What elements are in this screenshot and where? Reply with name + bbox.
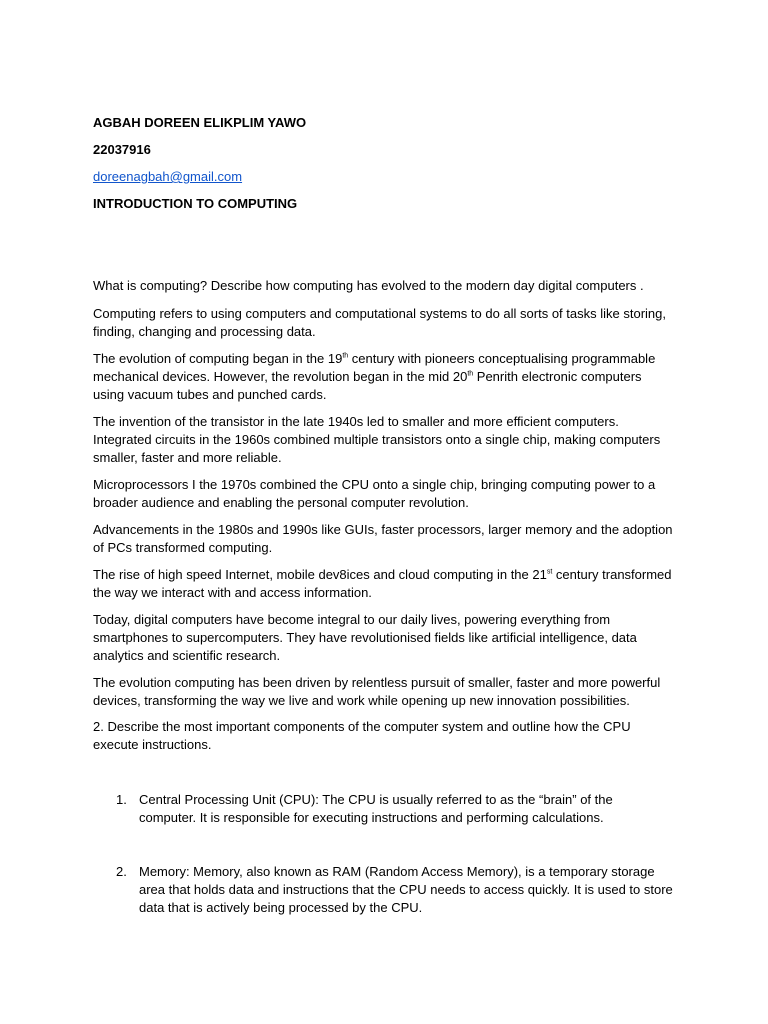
p2-superscript-1: th [342,352,349,360]
paragraph-microprocessors: Microprocessors I the 1970s combined the CPU onto a single chip, bringing computing power to a broader audience and enabling the personal computer revolution. [93,477,656,510]
p2-part-b: century with pioneers conceptualising programmable mechanical devices. However, the revolution began in the mid 20 [93,351,656,384]
paragraph-1980s: Advancements in the 1980s and 1990s like GUIs, faster processors, larger memory and the adoption of PCs transformed computing. [93,522,673,555]
paragraph-internet [93,566,673,602]
course-title: INTRODUCTION TO COMPUTING [93,196,298,211]
list-number: 1. [116,792,127,807]
email-field [93,168,673,186]
paragraph-definition: Computing refers to using computers and computational systems to do all sorts of tasks like storing, finding, changing and processing data. [93,306,666,339]
paragraph-transistor: The invention of the transistor in the late 1940s led to smaller and more efficient computers. Integrated circuits in the 1960s combined multiple transistors onto a single chip, making computers smaller, faster and more reliable. [93,414,661,465]
question-1: What is computing? Describe how computing has evolved to the modern day digital computers . [93,278,644,293]
paragraph-summary: The evolution computing has been driven by relentless pursuit of smaller, faster and more powerful devices, transforming the way we live and work while opening up new innovation possibilities. [93,675,661,708]
p6-part-b: century transformed the way we interact with and access information. [93,567,672,600]
p6-part-a: The rise of high speed Internet, mobile dev8ices and cloud computing in the 21 [93,567,547,582]
paragraph-today: Today, digital computers have become integral to our daily lives, powering everything from smartphones to supercomputers. They have revolutionised fields like artificial intelligence, data analytics and scientific research. [93,612,637,663]
p2-superscript-2: th [467,370,474,378]
paragraph-evolution [93,350,673,404]
list-number: 2. [116,864,127,879]
list-item-text: Central Processing Unit (CPU): The CPU is usually referred to as the “brain” of the computer. It is responsible for executing instructions and performing calculations. [139,792,613,825]
author-name: AGBAH DOREEN ELIKPLIM YAWO [93,115,307,130]
list-item-text: Memory: Memory, also known as RAM (Random Access Memory), is a temporary storage area that holds data and instructions that the CPU needs to access quickly. It is used to store data that is actively being processed by the CPU. [139,864,673,915]
p6-superscript: st [546,568,553,576]
student-id: 22037916 [93,142,151,157]
email-link[interactable]: doreenagbah@gmail.com [93,169,243,184]
p2-part-a: The evolution of computing began in the 19 [93,351,343,366]
p2-part-c: Penrith electronic computers using vacuum tubes and punched cards. [93,369,642,402]
question-2: 2. Describe the most important components of the computer system and outline how the CPU execute instructions. [93,719,631,752]
